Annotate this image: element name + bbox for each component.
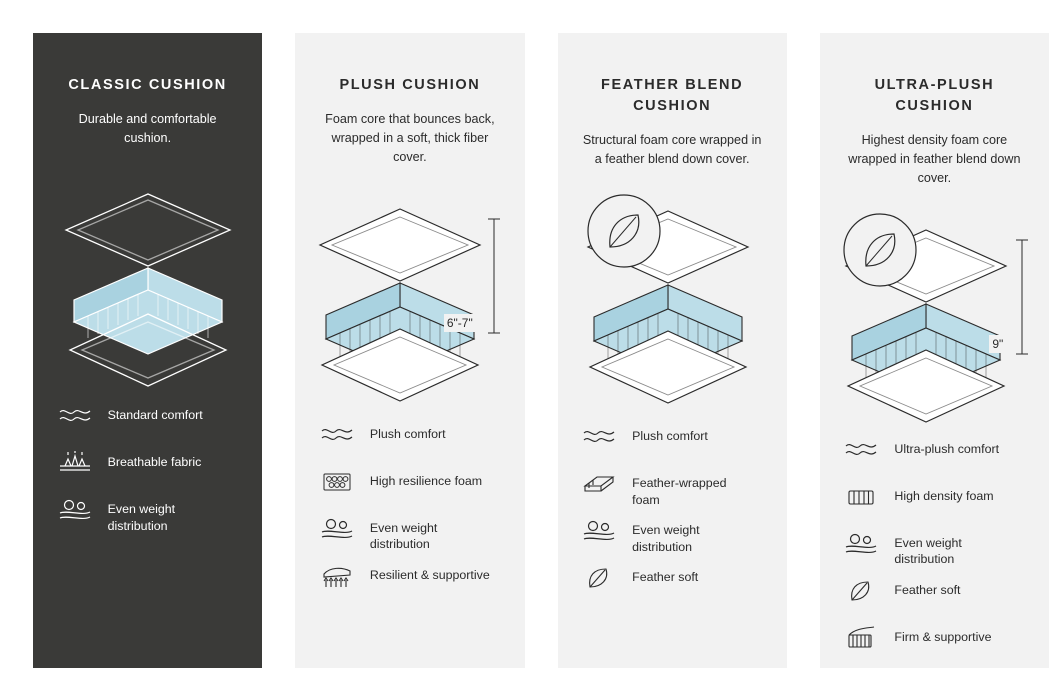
feature-label: Even weight distribution: [369, 520, 438, 552]
feature-label: Feather-wrapped foam: [632, 475, 727, 507]
honeycomb-icon: [317, 466, 357, 498]
feature-label: Ultra-plush comfort: [894, 441, 1000, 456]
feature-list: [317, 419, 503, 607]
card-description: Structural foam core wrapped in a feather blend down cover.: [582, 133, 762, 166]
even-weight-icon: [841, 528, 881, 560]
feature-label: Even weight distribution: [894, 535, 962, 567]
even-weight-icon: [317, 513, 357, 545]
waves-icon: [579, 421, 619, 453]
cushion-exploded-diagram: [558, 185, 787, 415]
feature-label: Resilient & supportive: [369, 567, 490, 582]
feature-item: [55, 400, 241, 447]
feature-label: Plush comfort: [632, 428, 708, 443]
exploded-cushion-illustration: [33, 164, 262, 394]
even-weight-icon: [579, 515, 619, 547]
feature-label: Even weight distribution: [107, 501, 176, 533]
exploded-cushion-illustration: [558, 185, 787, 415]
feature-item: [579, 515, 765, 562]
feature-label: Standard comfort: [107, 407, 203, 422]
feature-label: Feather soft: [894, 582, 961, 597]
breathable-fabric-icon: [55, 447, 95, 479]
feature-item: [55, 447, 241, 494]
leaf-icon: [579, 562, 619, 594]
feature-item: [841, 434, 1027, 481]
feature-list: [579, 421, 765, 609]
card-description: Durable and comfortable cushion.: [78, 112, 217, 145]
dimension-label: 6"-7": [444, 314, 476, 332]
feature-item: [841, 622, 1027, 668]
feature-label: High resilience foam: [369, 473, 483, 488]
feature-item: [317, 560, 503, 607]
card-title: ULTRA-PLUSH CUSHION: [874, 77, 995, 115]
waves-icon: [317, 419, 357, 451]
dimension-bracket: [1016, 240, 1028, 354]
dimension-label: 9": [989, 335, 1006, 353]
firm-support-icon: [841, 622, 881, 654]
card-title: CLASSIC CUSHION: [68, 77, 227, 93]
feature-item: [317, 466, 503, 513]
card-feather-blend-cushion: [558, 33, 787, 668]
card-classic-cushion: [33, 33, 262, 668]
feature-label: Feather soft: [632, 569, 699, 584]
cushion-exploded-diagram: [33, 164, 262, 394]
feature-label: Even weight distribution: [632, 522, 700, 554]
waves-icon: [55, 400, 95, 432]
feature-item: [579, 421, 765, 468]
feature-item: [841, 481, 1027, 528]
card-description: Highest density foam core wrapped in feather blend down cover.: [848, 133, 1021, 185]
leaf-icon: [841, 575, 881, 607]
feature-item: [579, 468, 765, 515]
feature-item: [55, 494, 241, 541]
card-plush-cushion: [295, 33, 524, 668]
card-ultra-plush-cushion: [820, 33, 1049, 668]
support-arrows-icon: [317, 560, 357, 592]
exploded-cushion-illustration: [295, 183, 524, 413]
leaf-badge-icon: [844, 214, 916, 286]
dimension-bracket: [488, 219, 500, 333]
foam-block-icon: [579, 468, 619, 500]
waves-icon: [841, 434, 881, 466]
even-weight-icon: [55, 494, 95, 526]
cushion-exploded-diagram: [820, 204, 1049, 434]
density-lines-icon: [841, 481, 881, 513]
card-title: FEATHER BLEND CUSHION: [601, 77, 744, 115]
feature-label: Breathable fabric: [107, 454, 202, 469]
exploded-cushion-illustration: [820, 204, 1049, 434]
card-description: Foam core that bounces back, wrapped in a soft, thick fiber cover.: [325, 112, 495, 164]
feature-item: [841, 575, 1027, 622]
feature-item: [317, 513, 503, 560]
feature-item: [317, 419, 503, 466]
feature-label: Plush comfort: [369, 426, 446, 441]
feature-item: [841, 528, 1027, 575]
feature-item: [579, 562, 765, 609]
feature-list: [55, 400, 241, 541]
feature-label: High density foam: [894, 488, 994, 503]
feature-list: [841, 434, 1027, 668]
card-title: PLUSH CUSHION: [339, 77, 481, 93]
feature-label: Firm & supportive: [894, 629, 992, 644]
leaf-badge-icon: [588, 195, 660, 267]
cushion-exploded-diagram: [295, 183, 524, 413]
